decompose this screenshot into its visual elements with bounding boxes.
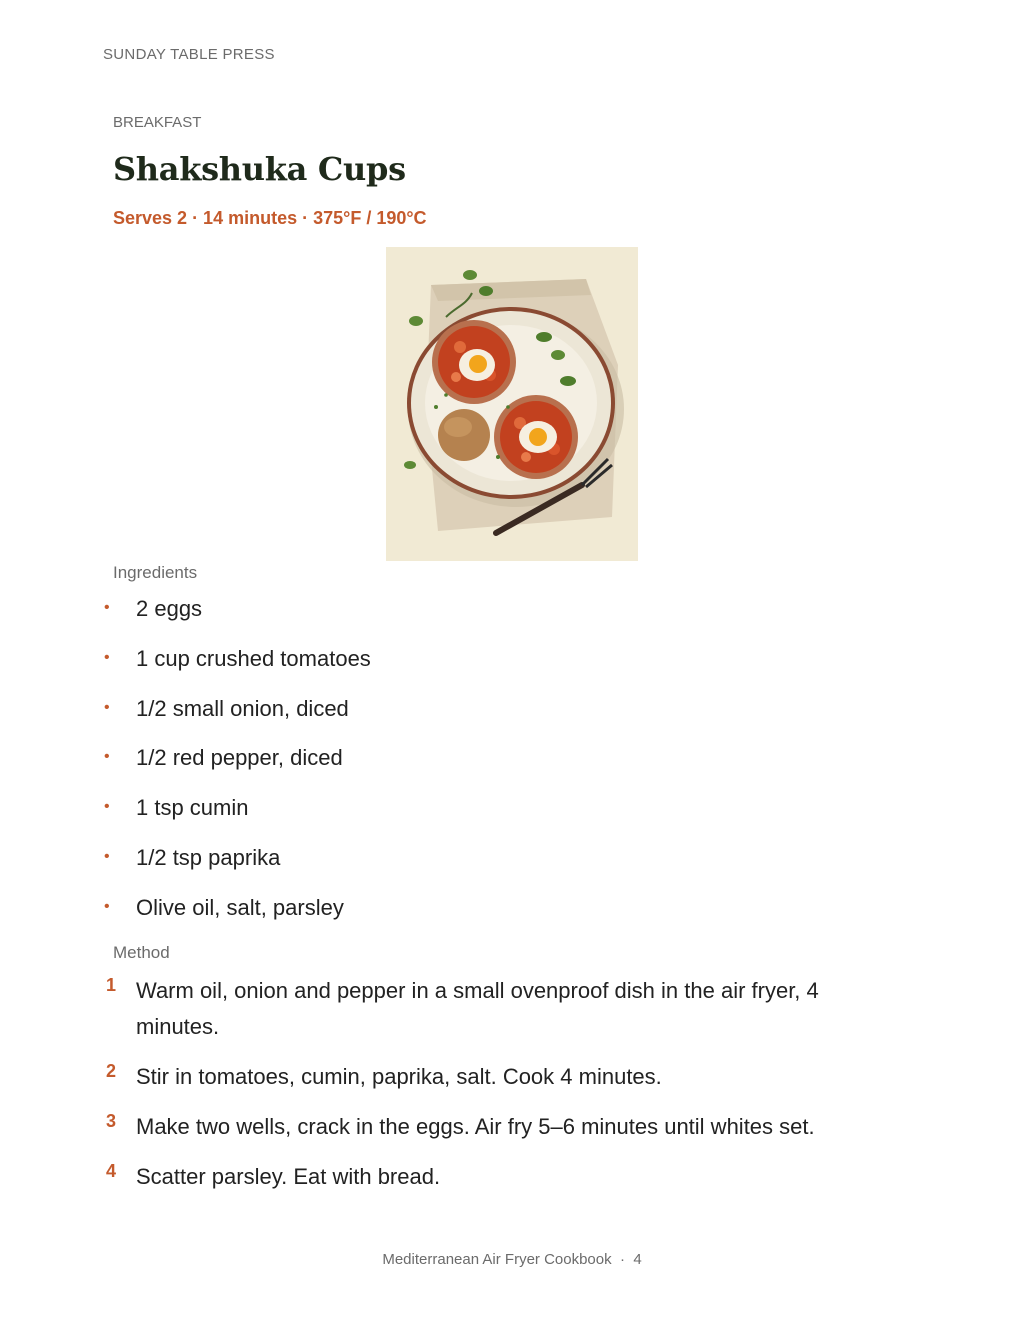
step-text: Make two wells, crack in the eggs. Air fry 5–6 minutes until whites set. (136, 1114, 815, 1139)
publisher-name: SUNDAY TABLE PRESS (103, 46, 275, 63)
bullet-icon: • (104, 748, 110, 766)
bullet-icon: • (104, 798, 110, 816)
bullet-icon: • (104, 599, 110, 616)
footer-separator: · (619, 1251, 625, 1268)
bullet-icon: • (104, 847, 110, 865)
step-text: Scatter parsley. Eat with bread. (136, 1164, 441, 1189)
method-step (0, 1059, 1024, 1095)
bullet-icon: • (104, 698, 110, 716)
bullet-icon: • (104, 648, 110, 666)
step-number: 2 (106, 1061, 117, 1081)
recipe-photo (386, 247, 638, 561)
method-step (0, 1159, 1024, 1195)
step-text: Warm oil, onion and pepper in a small ovenproof dish in the air fryer, 4 minutes. (136, 978, 819, 1039)
bullet-icon: • (104, 897, 110, 915)
method-steps (0, 973, 1024, 1209)
recipe-meta: Serves 2 · 14 minutes · 375°F / 190°C (113, 208, 427, 228)
ingredients-heading: Ingredients (113, 563, 198, 582)
method-step (0, 1109, 1024, 1145)
step-number: 4 (106, 1161, 117, 1181)
step-text: Stir in tomatoes, cumin, paprika, salt. Cook 4 minutes. (136, 1064, 662, 1089)
recipe-title: Shakshuka Cups (113, 150, 406, 188)
step-number: 3 (106, 1111, 117, 1131)
step-number: 1 (106, 975, 117, 995)
page-number: 4 (633, 1251, 642, 1268)
method-heading: Method (113, 943, 170, 962)
recipe-category: BREAKFAST (113, 114, 202, 131)
book-title: Mediterranean Air Fryer Cookbook (382, 1251, 612, 1268)
page-footer (0, 1251, 1024, 1268)
method-step (0, 973, 1024, 1045)
